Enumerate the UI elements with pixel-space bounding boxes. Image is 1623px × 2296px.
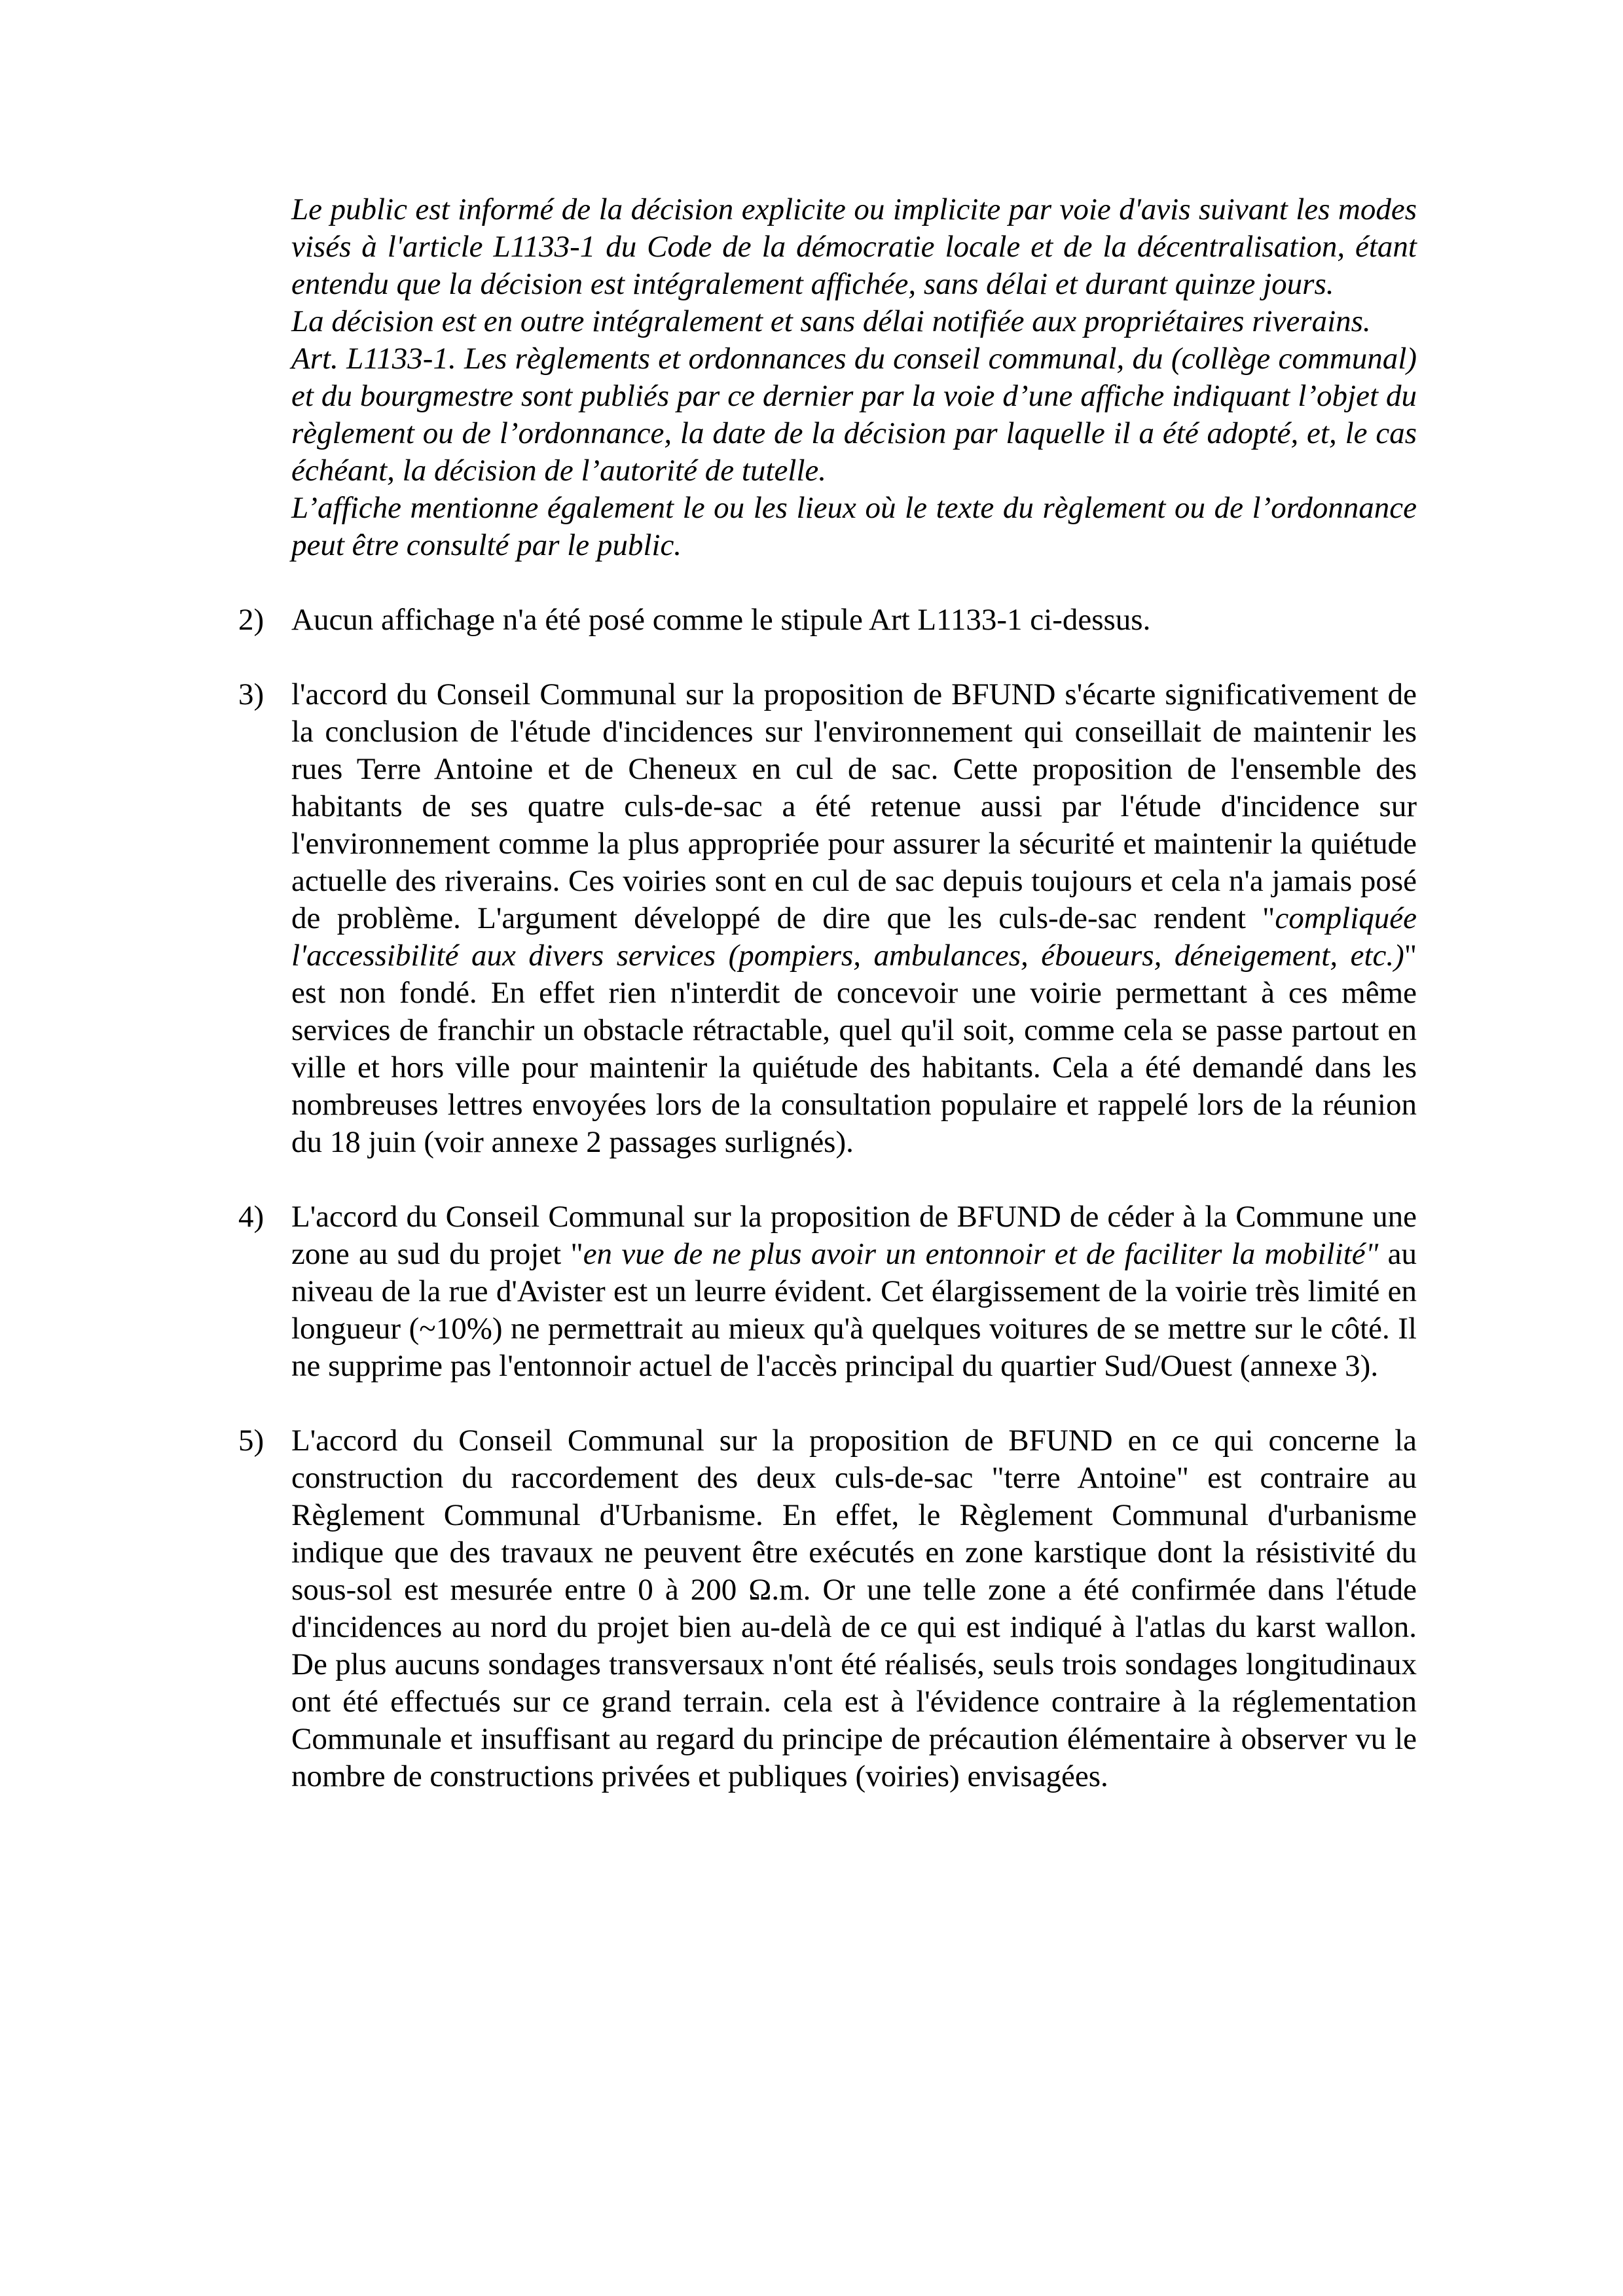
- quote-paragraph: L’affiche mentionne également le ou les lieux où le texte du règlement ou de l’ordonnance peut être consulté par le public.: [291, 491, 1417, 562]
- quote-paragraph: La décision est en outre intégralement et sans délai notifiée aux propriétaires riverains.: [291, 304, 1371, 338]
- item-text-italic: en vue de ne plus avoir un entonnoir et de faciliter la mobilité": [583, 1237, 1379, 1271]
- list-item-5: [238, 1422, 1417, 1795]
- document-body: [238, 191, 1417, 1795]
- item-text-start: l'accord du Conseil Communal sur la proposition de BFUND s'écarte significativement de la conclusion de l'étude d'incidences sur l'environnement qui conseillait de maintenir les rues Terre Antoine et de Cheneux en cul de sac. Cette proposition de l'ensemble des habitants de ses quatre culs-de-sac a été retenue aussi par l'étude d'incidence sur l'environnement comme la plus appropriée pour assurer la sécurité et maintenir la quiétude actuelle des riverains. Ces voiries sont en cul de sac depuis toujours et cela n'a jamais posé de problème. L'argument développé de dire que les culs-de-sac rendent ": [291, 677, 1417, 935]
- list-item-3: [238, 676, 1417, 1161]
- quote-paragraph: Art. L1133-1. Les règlements et ordonnances du conseil communal, du (collège communal) et du bourgmestre sont publiés par ce dernier par la voie d’une affiche indiquant l’objet du règlement ou de l’ordonnance, la date de la décision par laquelle il a été adopté, et, le cas échéant, la décision de l’autorité de tutelle.: [291, 342, 1417, 488]
- spacer: [238, 639, 1417, 676]
- spacer: [238, 1161, 1417, 1198]
- quote-paragraph: Le public est informé de la décision explicite ou implicite par voie d'avis suivant les modes visés à l'article L1133-1 du Code de la démocratie locale et de la décentralisation, étant entendu que la décision est intégralement affichée, sans délai et durant quinze jours.: [291, 192, 1417, 301]
- spacer: [238, 564, 1417, 601]
- item-text: [291, 676, 1417, 1161]
- list-item-4: [238, 1198, 1417, 1385]
- item-text-start: L'accord du Conseil Communal sur la proposition de BFUND de céder à la Commune une zone au sud du projet ": [291, 1200, 1417, 1271]
- item-text: Aucun affichage n'a été posé comme le stipule Art L1133-1 ci-dessus.: [291, 603, 1151, 637]
- list-item-2: [238, 601, 1417, 639]
- item-text-italic: compliquée l'accessibilité aux divers services (pompiers, ambulances, éboueurs, déneigement, etc.): [291, 901, 1417, 973]
- item-text-end: au niveau de la rue d'Avister est un leurre évident. Cet élargissement de la voirie très limité en longueur (~10%) ne permettrait au mieux qu'à quelques voitures de se mettre sur le côté. Il ne supprime pas l'entonnoir actuel de l'accès principal du quartier Sud/Ouest (annexe 3).: [291, 1237, 1417, 1383]
- spacer: [238, 1385, 1417, 1422]
- item-number: 3): [238, 677, 264, 711]
- item-text: [291, 1198, 1417, 1385]
- item-text-end: " est non fondé. En effet rien n'interdit de concevoir une voirie permettant à ces même services de franchir un obstacle rétractable, quel qu'il soit, comme cela se passe partout en ville et hors ville pour maintenir la quiétude des habitants. Cela a été demandé dans les nombreuses lettres envoyées lors de la consultation populaire et rappelé lors de la réunion du 18 juin (voir annexe 2 passages surlignés).: [291, 939, 1417, 1159]
- item-number: 5): [238, 1424, 264, 1458]
- item-text: L'accord du Conseil Communal sur la proposition de BFUND en ce qui concerne la construction du raccordement des deux culs-de-sac "terre Antoine" est contraire au Règlement Communal d'Urbanisme. En effet, le Règlement Communal d'urbanisme indique que des travaux ne peuvent être exécutés en zone karstique dont la résistivité du sous-sol est mesurée entre 0 à 200 Ω.m. Or une telle zone a été confirmée dans l'étude d'incidences au nord du projet bien au-delà de ce qui est indiqué à l'atlas du karst wallon. De plus aucuns sondages transversaux n'ont été réalisés, seuls trois sondages longitudinaux ont été effectués sur ce grand terrain. cela est à l'évidence contraire à la réglementation Communale et insuffisant au regard du principe de précaution élémentaire à observer vu le nombre de constructions privées et publiques (voiries) envisagées.: [291, 1424, 1417, 1793]
- item-number: 4): [238, 1200, 264, 1234]
- item-number: 2): [238, 603, 264, 637]
- quoted-legal-text: [291, 191, 1417, 564]
